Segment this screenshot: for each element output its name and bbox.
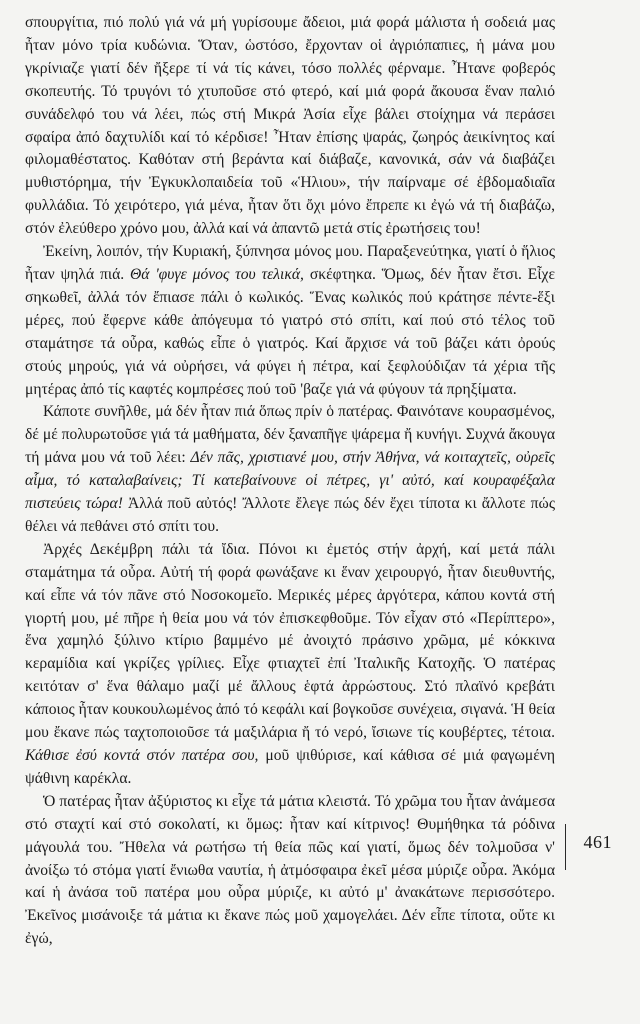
paragraph bbox=[25, 241, 555, 401]
body-text bbox=[25, 12, 555, 951]
text-run: Κάποτε συνῆλθε, μά δέν ἦταν πιά ὅπως πρίν ὁ πατέρας. Φαινότανε κουρασμένος, δέ μέ πολυρωτοῦσε γιά τά μαθήματα, δέν ξαναπῆγε ψάρεμα ἤ κυνήγι. Συχνά ἄκουγα τή μάνα μου νά τοῦ λέει: bbox=[25, 403, 555, 467]
paragraph bbox=[25, 539, 555, 791]
text-run: Ἀλλά ποῦ αὐτός! Ἄλλοτε ἔλεγε πώς δέν ἔχει τίποτα κι ἄλλοτε πώς θέλει νά πεθάνει στό σπίτι του. bbox=[25, 495, 555, 535]
text-run: Ὁ πατέρας ἦταν ἀξύριστος κι εἶχε τά μάτια κλειστά. Τό χρῶμα του ἦταν ἀνάμεσα στό σταχτί καί στό σοκολατί, κι ὅμως: ἦταν καί κίτρινος! Θυμήθηκα τά ρόδινα μάγουλά του. Ἤθελα νά ρωτήσω τή θεία πῶς καί γιατί, ὅμως δέν τολμοῦσα ν' ἀνοίξω τό στόμα γιατί ἔνιωθα ναυτία, ἡ ἀτμόσφαιρα ἐκεῖ μέσα μύριζε οὖρα. Ἀκόμα καί ἡ ἀνάσα τοῦ πατέρα μου οὖρα μύριζε, κι αὐτό μ' ἀνακάτωνε περισσότερο. Ἐκεῖνος μισάνοιξε τά μάτια κι ἔκανε πώς μοῦ χαμογελάει. Δέν εἶπε τίποτα, οὔτε κι ἐγώ, bbox=[25, 792, 555, 948]
italic-text: Δέν πᾶς, χριστιανέ μου, στήν Ἀθήνα, νά κοιταχτεῖς, οὐρεῖς αἷμα, τό καταλαβαίνεις; Τί κατεβαίνουνε οἱ πέτρες, γι' αὐτό, καί κουραφέξαλα πιστεύεις τώρα! bbox=[25, 449, 555, 513]
italic-text: Κάθισε ἐσύ κοντά στόν πατέρα σου, bbox=[25, 747, 259, 764]
text-run: μοῦ ψιθύρισε, καί κάθισα σέ μιά φαγωμένη ψάθινη καρέκλα. bbox=[25, 747, 556, 787]
paragraph bbox=[25, 401, 555, 538]
italic-text: Θά 'φυγε μόνος του τελικά, bbox=[130, 265, 304, 283]
margin-rule bbox=[565, 824, 566, 870]
paragraph bbox=[25, 12, 555, 241]
text-run: Ἐκείνη, λοιπόν, τήν Κυριακή, ξύπνησα μόνος μου. Παραξενεύτηκα, γιατί ὁ ἥλιος ἦταν ψηλά πιά. bbox=[25, 243, 555, 283]
paragraph bbox=[25, 791, 555, 951]
text-run: σπουργίτια, πιό πολύ γιά νά μή γυρίσουμε ἄδειοι, μιά φορά μάλιστα ἡ σοδειά μας ἦταν μόνο τρία κυδώνια. Ὅταν, ὡστόσο, ἔρχονταν οἱ ἀγριόπαπιες, ἡ μάνα μου γκρίνιαζε γιατί δέν ἤξερε τί νά τίς κάνει, τόσο πολλές φέρναμε. Ἦτανε φοβερός σκοπευτής. Τό τρυγόνι τό χτυποῦσε στό φτερό, καί μιά φορά ἄκουσα ἕναν παλιό συνάδελφό του νά λέει, πώς στή Μικρά Ἀσία εἶχε βάλει στοίχημα νά περάσει σφαίρα ἀπό δαχτυλίδι καί τό κέρδισε! Ἦταν ἐπίσης ψαράς, ζωηρός ἀεικίνητος καί φιλομαθέστατος. Καθόταν στή βεράντα καί διάβαζε, κανονικά, σάν νά διαβάζει μυθιστόρημα, τήν Ἐγκυκλοπαιδεία τοῦ «Ἡλιου», τήν παίρναμε σέ ἑβδομαδιαῖα φυλλάδια. Τό χειρότερο, γιά μένα, ἦταν ὅτι ὄχι μόνο ἔπρεπε κι ἐγώ νά τή διαβάζω, στόν ἐλεύθερο χρόνο μου, ἀλλά καί νά ἀπαντῶ μετά στίς ἐρωτήσεις του! bbox=[25, 14, 555, 238]
text-run: σκέφτηκα. Ὅμως, δέν ἦταν ἔτσι. Εἶχε σηκωθεῖ, ἀλλά τόν ἔπιασε πάλι ὁ κωλικός. Ἕνας κωλικός πού κράτησε πέντε-ἕξι μέρες, πού ἔφερνε κάθε ἀπόγευμα τό γιατρό στό σπίτι, καί πού στό τέλος τοῦ σταμάτησε τά οὖρα, καθώς εἶπε ὁ γιατρός. Καί ἄρχισε νά τοῦ βάζει κάτι ὀρούς στούς μηρούς, γιά νά οὐρήσει, νά φύγει ἡ πέτρα, καί ξεφλούδιζαν τά χέρια τῆς μητέρας ἀπό τίς καφτές κομπρέσες πού τοῦ 'βαζε γιά νά φύγουν τά πρηξίματα. bbox=[25, 265, 555, 398]
page-number: 461 bbox=[583, 832, 612, 852]
text-run: Ἀρχές Δεκέμβρη πάλι τά ἴδια. Πόνοι κι ἐμετός στήν ἀρχή, καί μετά πάλι σταμάτημα τά οὖρα. Αὐτή τή φορά φωνάξανε κι ἕναν χειρουργό, ἦταν διευθυντής, καί εἶπε νά τόν πᾶνε στό Νοσοκομεῖο. Μερικές μέρες ἀργότερα, κάπου κοντά στή γιορτή μου, μέ πῆρε ἡ θεία μου νά τόν ἐπισκεφθοῦμε. Τόν εἶχαν στό «Περίπτερο», ἕνα χαμηλό ξύλινο κτίριο βαμμένο μέ ἀνοιχτό πράσινο χρῶμα, μέ κόκκινα κεραμίδια καί γκρίζες γρίλιες. Εἶχε φτιαχτεῖ ἐπί Ἰταλικῆς Κατοχῆς. Ὁ πατέρας κειτόταν σ' ἕνα θάλαμο μαζί μέ ἄλλους ἑφτά ἀρρώστους. Στό πλαϊνό κρεβάτι κάποιος ἦταν κουκουλωμένος ἀπό τό κεφάλι καί βογκοῦσε συνέχεια, σιγανά. Ἡ θεία μου ἔκανε πώς ταχτοποιοῦσε τά μαξιλάρια ἤ τό νερό, ἴσιωνε τίς κουβέρτες, τέτοια. bbox=[25, 540, 555, 742]
